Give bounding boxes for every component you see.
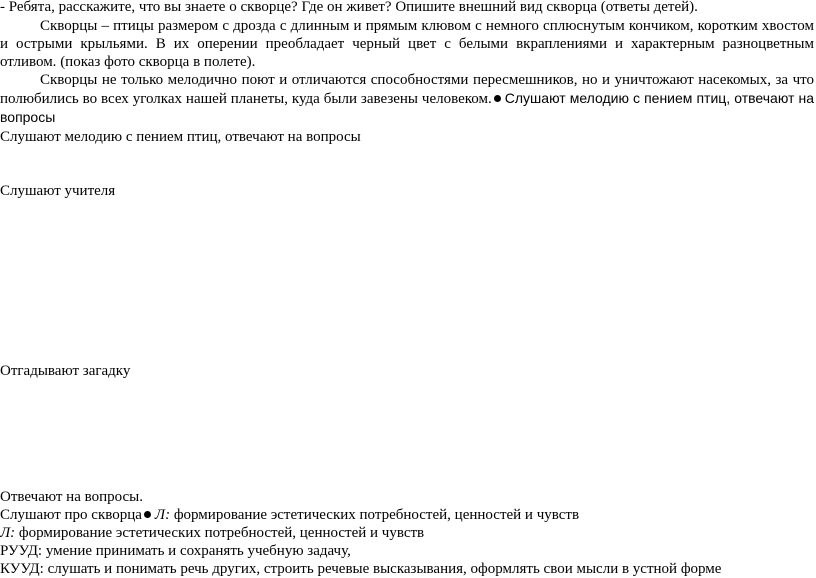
bullet-icon: [494, 95, 501, 102]
student-activity-2: Слушают учителя: [0, 183, 116, 199]
bullet-icon: [144, 511, 151, 518]
student-activity-1: Слушают мелодию с пением птиц, отвечают на вопросы: [0, 129, 361, 145]
photo-note: (показ фото скворца в полете).: [60, 54, 256, 70]
competency-ruud: РУУД: умение принимать и сохранять учебную задачу,: [0, 543, 351, 559]
starling-facts-paragraph: Скворцы не только мелодично поют и отличаются способностями пересмешников, но и уничтожают насекомых, за что полюбились во всех уголках нашей планеты, куда были завезены человеком. Слушают мелодию с пением птиц, отвечают на вопросы: [0, 72, 815, 125]
student-activity-5: Слушают про скворца Л: формирование эстетических потребностей, ценностей и чувств: [0, 507, 580, 523]
student-activity-3: Отгадывают загадку: [0, 363, 131, 379]
teacher-question-line: - Ребята, расскажите, что вы знаете о скворце? Где он живет? Опишите внешний вид скворца (ответы детей).: [0, 0, 698, 15]
starling-description-paragraph: Скворцы – птицы размером с дрозда с длинным и прямым клювом с немного сплюснутым кончиком, коротким хвостом и острыми крыльями. В их оперении преобладает черный цвет с белыми вкраплениями и характерным разноцветным отливом. (показ фото скворца в полете).: [0, 18, 814, 70]
student-activity-4: Отвечают на вопросы.: [0, 489, 143, 505]
competency-kuud: КУУД: слушать и понимать речь других, строить речевые высказывания, оформлять свои мысли в устной форме: [0, 561, 722, 577]
competency-l: Л: формирование эстетических потребностей, ценностей и чувств: [0, 525, 425, 541]
